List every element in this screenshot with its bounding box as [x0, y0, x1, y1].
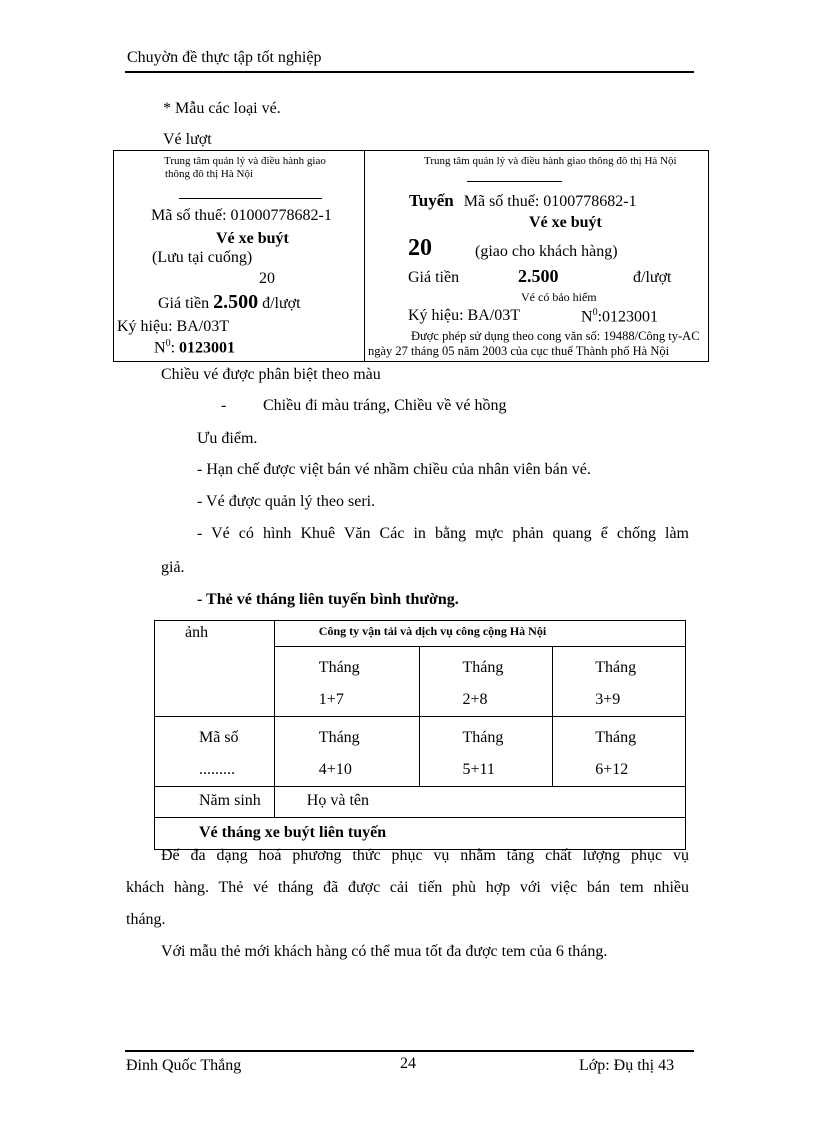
- stub-price-row: [158, 291, 301, 314]
- month-label: Tháng: [462, 729, 504, 746]
- month-cell-1: [274, 647, 420, 717]
- month-cell-5: [420, 717, 553, 787]
- closing-p2: Với mẫu thẻ mới khách hàng có thể mua tốt đa được tem của 6 tháng.: [161, 943, 608, 960]
- header-rule: [125, 71, 694, 73]
- customer-serial-label: N: [581, 308, 593, 326]
- customer-route-label: Tuyến: [409, 191, 454, 210]
- stub-serial-sep: :: [170, 339, 176, 357]
- single-trip-ticket: [113, 150, 709, 362]
- footer-class: Lớp: Đụ thị 43: [579, 1057, 675, 1074]
- closing-p1-line3: tháng.: [126, 911, 166, 928]
- stub-route-number: 20: [259, 270, 275, 287]
- month-cell-6: [553, 717, 686, 787]
- customer-price-label: Giá tiền: [408, 269, 460, 286]
- color-detail: Chiều đi màu tráng, Chiều về vé hồng: [263, 397, 507, 414]
- customer-insurance: Vé có bảo hiểm: [521, 290, 597, 304]
- customer-permit-line2: ngày 27 tháng 05 năm 2003 của cục thuế Thành phố Hà Nội: [368, 344, 670, 358]
- card-title: Vé tháng xe buýt liên tuyến: [199, 824, 387, 841]
- customer-org: Trung tâm quản lý và điều hành giao thông đô thị Hà Nội: [424, 155, 677, 167]
- stub-ticket-name: Vé xe buýt: [216, 230, 289, 247]
- page-header-title: Chuyờn đề thực tập tốt nghiệp: [127, 49, 322, 66]
- advantage-3-line1: - Vé có hình Khuê Văn Các in bằng mực phản quang ể chống làm: [197, 525, 689, 542]
- advantage-2: - Vé được quản lý theo seri.: [197, 493, 376, 510]
- ticket-stub: [114, 151, 365, 361]
- customer-symbol: Ký hiệu: BA/03T: [408, 307, 520, 324]
- month-label: Tháng: [318, 729, 360, 746]
- company-cell: [274, 621, 685, 647]
- stub-serial: [154, 338, 235, 357]
- customer-serial: [581, 307, 658, 326]
- sample-heading: * Mẫu các loại vé.: [163, 100, 281, 117]
- birth-year-label: Năm sinh: [199, 792, 261, 809]
- stub-org-line1: Trung tâm quản lý và điều hành giao: [164, 155, 326, 167]
- month-label: Tháng: [595, 729, 637, 746]
- code-cell: [155, 717, 275, 787]
- birth-year-cell: [155, 787, 275, 818]
- month-label: Tháng: [462, 659, 504, 676]
- customer-ticket-name: Vé xe buýt: [529, 214, 602, 231]
- code-value: .........: [199, 761, 235, 778]
- advantage-1: - Hạn chế được việt bán vé nhầm chiều của nhân viên bán vé.: [197, 461, 591, 478]
- closing-p1-line1: Để đa dạng hoá phương thức phục vụ nhằm tăng chất lượng phục vụ: [161, 847, 689, 864]
- footer-rule: [125, 1050, 694, 1052]
- stub-serial-sup: 0: [165, 338, 171, 349]
- month-value: 1+7: [318, 691, 344, 708]
- stub-tax-id: Mã số thuế: 01000778682-1: [151, 207, 332, 224]
- month-value: 4+10: [318, 761, 352, 778]
- customer-price-value: 2.500: [518, 266, 559, 286]
- stub-serial-label: N: [154, 339, 166, 357]
- stub-price-unit: đ/lượt: [262, 295, 301, 312]
- month-cell-4: [274, 717, 420, 787]
- company-name: Công ty vận tải và dịch vụ công cộng Hà Nội: [318, 624, 547, 638]
- advantages-heading: Ưu điểm.: [197, 430, 258, 447]
- full-name-label: Họ và tên: [306, 792, 369, 809]
- code-label: Mã số: [199, 729, 239, 746]
- month-value: 2+8: [462, 691, 488, 708]
- monthly-card-table: [154, 620, 686, 850]
- ticket-customer-part: [365, 151, 708, 361]
- stub-org-line2: thông đô thị Hà Nội: [165, 168, 253, 180]
- advantage-3-line2: giả.: [161, 559, 185, 576]
- stub-keep-note: (Lưu tại cuống): [152, 249, 253, 266]
- customer-serial-value: :0123001: [597, 308, 659, 326]
- month-value: 6+12: [595, 761, 629, 778]
- month-label: Tháng: [595, 659, 637, 676]
- photo-cell: [155, 621, 275, 717]
- customer-serial-sup: 0: [592, 307, 598, 318]
- month-cell-2: [420, 647, 553, 717]
- stub-serial-value: 0123001: [179, 339, 236, 357]
- stub-price-label: Giá tiền: [158, 295, 210, 312]
- card-title-cell: [155, 818, 686, 850]
- stub-divider: [179, 198, 322, 199]
- ticket-type-label: Vé lượt: [163, 131, 212, 148]
- footer-page-number: 24: [400, 1055, 416, 1072]
- monthly-heading: - Thẻ vé tháng liên tuyến bình thường.: [197, 591, 459, 608]
- customer-price-unit: đ/lượt: [633, 269, 672, 286]
- customer-for-customer: (giao cho khách hàng): [475, 243, 618, 260]
- photo-label: ảnh: [185, 624, 209, 641]
- stub-price-value: 2.500: [213, 291, 259, 313]
- month-value: 5+11: [462, 761, 495, 778]
- customer-route-number: 20: [408, 235, 432, 261]
- stub-symbol: Ký hiệu: BA/03T: [117, 318, 229, 335]
- full-name-cell: [274, 787, 685, 818]
- closing-p1-line2: khách hàng. Thẻ vé tháng đã được cải tiến phù hợp với việc bán tem nhiều: [126, 879, 689, 896]
- customer-route-row: [409, 191, 637, 211]
- month-value: 3+9: [595, 691, 621, 708]
- customer-divider: [467, 181, 562, 182]
- customer-tax-id: Mã số thuế: 0100778682-1: [463, 193, 637, 210]
- customer-permit-line1: Được phép sử dụng theo cong văn số: 19488/Công ty-AC: [411, 329, 700, 343]
- month-cell-3: [553, 647, 686, 717]
- color-note: Chiều vé được phân biệt theo màu: [161, 366, 381, 383]
- color-dash: -: [221, 397, 227, 414]
- footer-author: Đinh Quốc Thắng: [126, 1057, 242, 1074]
- month-label: Tháng: [318, 659, 360, 676]
